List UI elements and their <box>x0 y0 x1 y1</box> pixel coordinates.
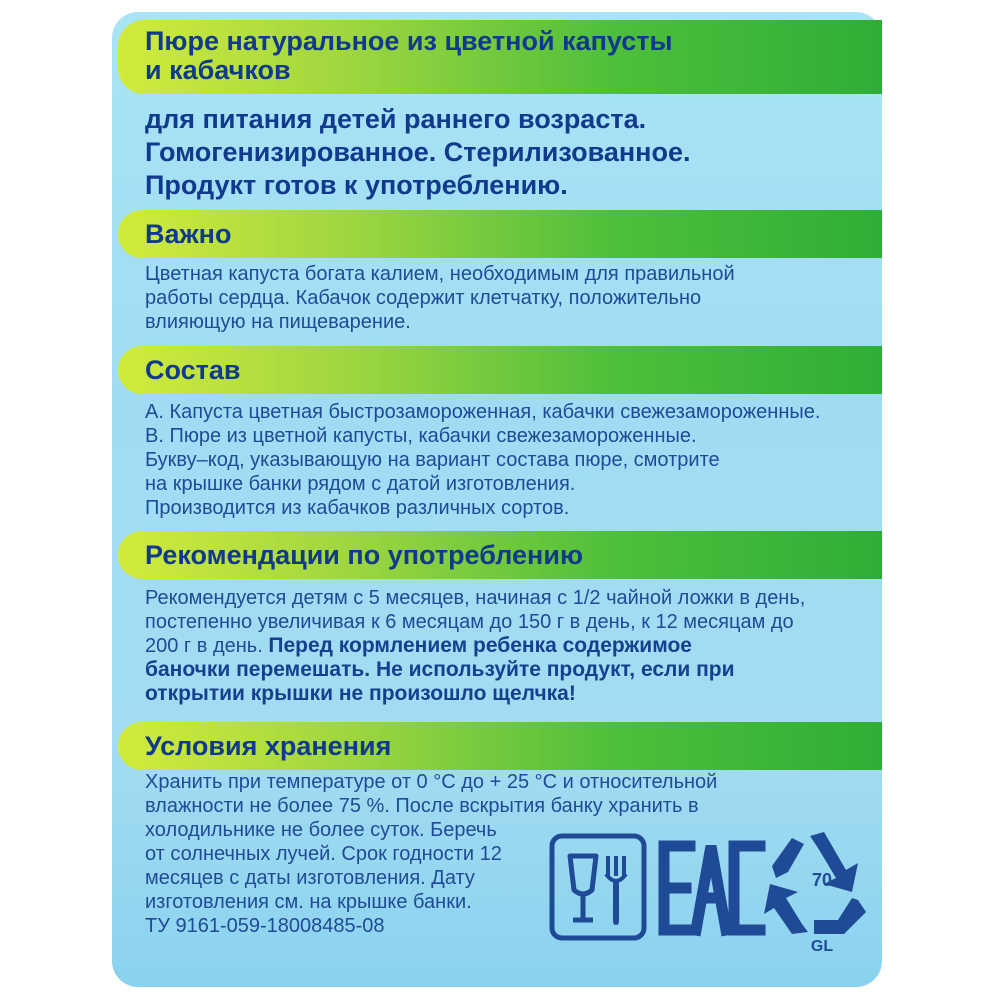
text-line: Производится из кабачков различных сортов. <box>145 497 570 519</box>
text-line: работы сердца. Кабачок содержит клетчатку, положительно <box>145 287 702 309</box>
recycle-number: 70 <box>811 870 833 890</box>
text-line: влажности не более 75 %. После вскрытия банку хранить в <box>145 795 699 817</box>
product-subtitle <box>145 103 690 202</box>
text-line: Букву–код, указывающую на вариант состава пюре, смотрите <box>145 449 720 471</box>
food-safe-icon <box>548 832 648 942</box>
text-line: постепенно увеличивая к 6 месяцам до 150 г в день, к 12 месяцам до <box>145 611 794 633</box>
recycle-mark <box>762 822 882 962</box>
product-title <box>145 27 673 85</box>
important-band <box>118 210 882 258</box>
text-line: месяцев с даты изготовления. Дату <box>145 867 475 889</box>
subtitle-line: Продукт готов к употреблению. <box>145 170 568 200</box>
text-line: изготовления см. на крышке банки. <box>145 891 472 913</box>
text-line: Рекомендуется детям с 5 месяцев, начиная с 1/2 чайной ложки в день, <box>145 587 806 609</box>
text-line: Хранить при температуре от 0 °С до + 25 °С и относительной <box>145 771 718 793</box>
usage-text-normal: 200 г в день. <box>145 635 269 657</box>
usage-heading: Рекомендации по употреблению <box>145 540 583 570</box>
product-title-line1: Пюре натуральное из цветной капусты <box>145 26 673 56</box>
usage-warning-line: баночки перемешать. Не используйте продукт, если при <box>145 658 735 681</box>
text-line: влияющую на пищеварение. <box>145 311 411 333</box>
important-heading: Важно <box>145 219 232 249</box>
text-line: на крышке банки рядом с датой изготовления. <box>145 473 576 495</box>
composition-text <box>145 400 885 520</box>
subtitle-line: для питания детей раннего возраста. <box>145 104 647 134</box>
text-line: А. Капуста цветная быстрозамороженная, кабачки свежезамороженные. <box>145 401 821 423</box>
text-line: Цветная капуста богата калием, необходимым для правильной <box>145 263 735 285</box>
usage-warning-start: Перед кормлением ребенка содержимое <box>268 634 692 657</box>
usage-warning-line: открытии крышки не произошло щелчка! <box>145 682 576 705</box>
recycle-code: GL <box>810 938 834 955</box>
eac-mark <box>656 838 766 938</box>
subtitle-line: Гомогенизированное. Стерилизованное. <box>145 137 691 167</box>
eac-icon <box>656 838 766 938</box>
text-line: холодильнике не более суток. Беречь <box>145 819 497 841</box>
text-line: ТУ 9161-059-18008485-08 <box>145 915 385 937</box>
composition-heading: Состав <box>145 355 241 385</box>
storage-heading: Условия хранения <box>145 731 392 761</box>
text-line <box>145 634 885 658</box>
usage-text <box>145 586 885 706</box>
product-title-line2: и кабачков <box>145 55 291 85</box>
text-line: от солнечных лучей. Срок годности 12 <box>145 843 502 865</box>
important-text <box>145 262 885 334</box>
text-line: В. Пюре из цветной капусты, кабачки свежезамороженные. <box>145 425 697 447</box>
